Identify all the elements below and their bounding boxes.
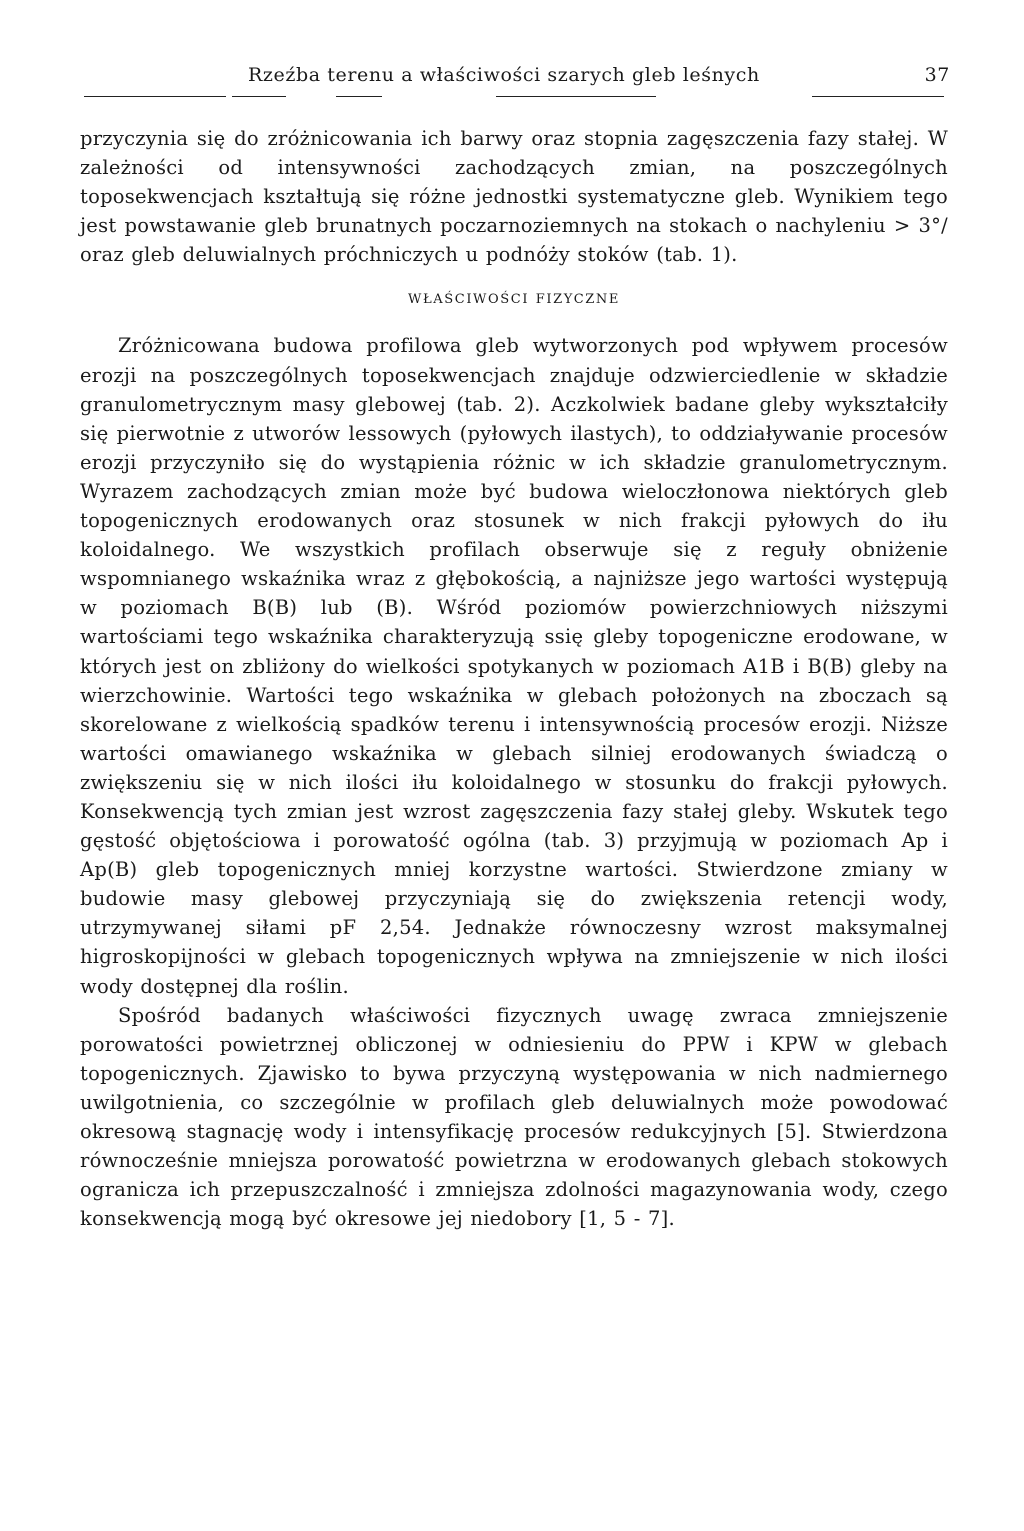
header-rule-segment [84,96,226,97]
header-rule-segment [336,96,382,97]
section-heading: WŁAŚCIWOŚCI FIZYCZNE [408,292,620,308]
body-text [80,124,948,1233]
header-rule-segment [232,96,286,97]
paragraph: Spośród badanych właściwości fizycznych uwagę zwraca zmniejszenie porowatości powietrznej obliczonej w odniesieniu do PPW i KPW w glebach topogenicznych. Zjawisko to bywa przyczyną występowania w nich nadmiernego uwilgotnienia, co szczególnie w profilach gleb deluwialnych może powodować okresową stagnację wody i intensyfikację procesów redukcyjnych [5]. Stwierdzona równocześnie mniejsza porowatość powietrzna w erodowanych glebach stokowych ogranicza ich przepuszczalność i zmniejsza zdolności magazynowania wody, czego konsekwencją mogą być okresowe jej niedobory [1, 5 - 7]. [80,1003,948,1231]
page-header [80,62,950,92]
running-title: Rzeźba terenu a właściwości szarych gleb leśnych [248,64,760,86]
paragraph-continued: przyczynia się do zróżnicowania ich barwy oraz stopnia zagęszczenia fazy stałej. W zależności od intensywności zachodzących zmian, na poszczególnych toposekwencjach kształtują się różne jednostki systematyczne gleb. Wynikiem tego jest powstawanie gleb brunatnych poczarnoziemnych na stokach o nachyleniu > 3°/ oraz gleb deluwialnych próchniczych u podnóży stoków (tab. 1). [80,127,948,267]
header-rule-segment [496,96,656,97]
header-rule-segment [812,96,944,97]
paragraph: Zróżnicowana budowa profilowa gleb wytworzonych pod wpływem procesów erozji na poszczególnych toposekwencjach znajduje odzwierciedlenie w składzie granulometrycznym masy glebowej (tab. 2). Aczkolwiek badane gleby wykształciły się pierwotnie z utworów lessowych (pyłowych ilastych), to oddziaływanie procesów erozji przyczyniło się do wystąpienia różnic w ich składzie granulometrycznym. Wyrazem zachodzących zmian może być budowa wieloczłonowa niektórych gleb topogenicznych erodowanych oraz stosunek w nich frakcji pyłowych do iłu koloidalnego. We wszystkich profilach obserwuje się z reguły obniżenie wspomnianego wskaźnika wraz z głębokością, a najniższe jego wartości występują w poziomach B(B) lub (B). Wśród poziomów powierzchniowych niższymi wartościami tego wskaźnika charakteryzują ssię gleby topogeniczne erodowane, w których jest on zbliżony do wielkości spotykanych w poziomach A1B i B(B) gleby na wierzchowinie. Wartości tego wskaźnika w glebach położonych na zboczach są skorelowane z wielkością spadków terenu i intensywnością procesów erozji. Niższe wartości omawianego wskaźnika w glebach silniej erodowanych świadczą o zwiększeniu się w nich ilości iłu koloidalnego w stosunku do frakcji pyłowych. Konsekwencją tych zmian jest wzrost zagęszczenia fazy stałej gleby. Wskutek tego gęstość objętościowa i porowatość ogólna (tab. 3) przyjmują w poziomach Ap i Ap(B) gleb topogenicznych mniej korzystne wartości. Stwierdzone zmiany w budowie masy glebowej przyczyniają się do zwiększenia retencji wody, utrzymywanej siłami pF 2,54. Jednakże równoczesny wzrost maksymalnej higroskopijności w glebach topogenicznych wpływa na zmniejszenie w nich ilości wody dostępnej dla roślin. [80,334,948,998]
page-number: 37 [924,64,950,86]
